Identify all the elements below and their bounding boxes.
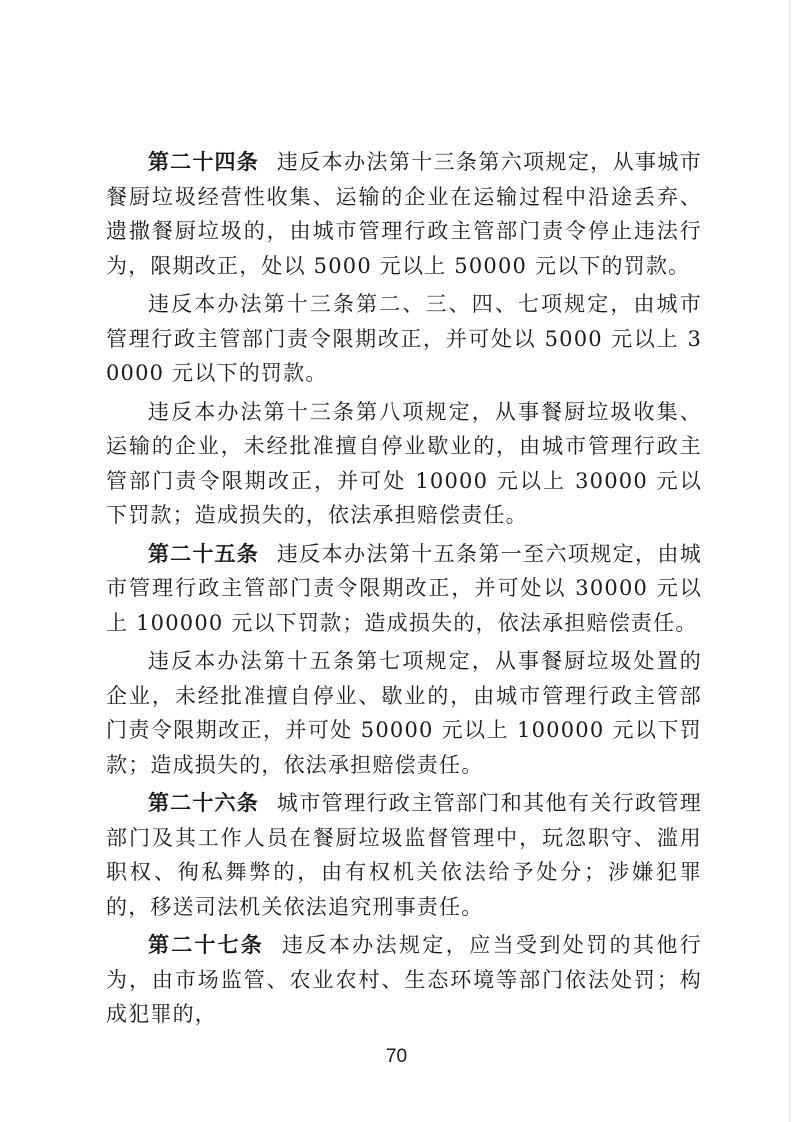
paragraph-article-25 (106, 537, 702, 641)
paragraph-article-24 (106, 145, 702, 283)
paragraph-article-24-clause-3 (106, 395, 702, 533)
body-text (106, 145, 702, 1032)
paragraph-text: 违反本办法第十三条第八项规定，从事餐厨垃圾收集、运输的企业，未经批准擅自停业歇业的，由城市管理行政主管部门责令限期改正，并可处 10000 元以上 30000 元以下罚款；造成损失的，依法承担赔偿责任。 (106, 399, 702, 527)
page-number: 70 (385, 1046, 408, 1067)
article-number: 第二十五条 (148, 540, 259, 566)
paragraph-article-25-clause-2 (106, 644, 702, 782)
article-number: 第二十七条 (148, 932, 264, 957)
paragraph-text: 违反本办法规定，应当受到处罚的其他行为，由市场监管、农业农村、生态环境等部门依法处罚；构成犯罪的， (106, 933, 702, 1026)
paragraph-text: 违反本办法第十五条第七项规定，从事餐厨垃圾处置的企业，未经批准擅自停业、歇业的，由城市管理行政主管部门责令限期改正，并可处 50000 元以上 100000 元以下罚款；造成损失的，依法承担赔偿责任。 (106, 649, 702, 777)
paragraph-article-27 (106, 928, 702, 1032)
paragraph-article-24-clause-2 (106, 287, 702, 391)
article-number: 第二十四条 (148, 149, 259, 174)
page-edge-divider (789, 0, 790, 1122)
paragraph-text: 城市管理行政主管部门和其他有关行政管理部门及其工作人员在餐厨垃圾监督管理中，玩忽职守、滥用职权、徇私舞弊的，由有权机关依法给予处分；涉嫌犯罪的，移送司法机关依法追究刑事责任。 (106, 791, 702, 919)
article-number: 第二十六条 (148, 790, 259, 815)
paragraph-article-26 (106, 786, 702, 924)
paragraph-text: 违反本办法第十三条第六项规定，从事城市餐厨垃圾经营性收集、运输的企业在运输过程中沿途丢弃、遗撒餐厨垃圾的，由城市管理行政主管部门责令停止违法行为，限期改正，处以 5000 元以上 50000 元以下的罚款。 (106, 150, 702, 278)
paragraph-text: 违反本办法第十五条第一至六项规定，由城市管理行政主管部门责令限期改正，并可处以 30000 元以上 100000 元以下罚款；造成损失的，依法承担赔偿责任。 (106, 541, 702, 635)
paragraph-text: 违反本办法第十三条第二、三、四、七项规定，由城市管理行政主管部门责令限期改正，并可处以 5000 元以上 30000 元以下的罚款。 (106, 292, 702, 385)
